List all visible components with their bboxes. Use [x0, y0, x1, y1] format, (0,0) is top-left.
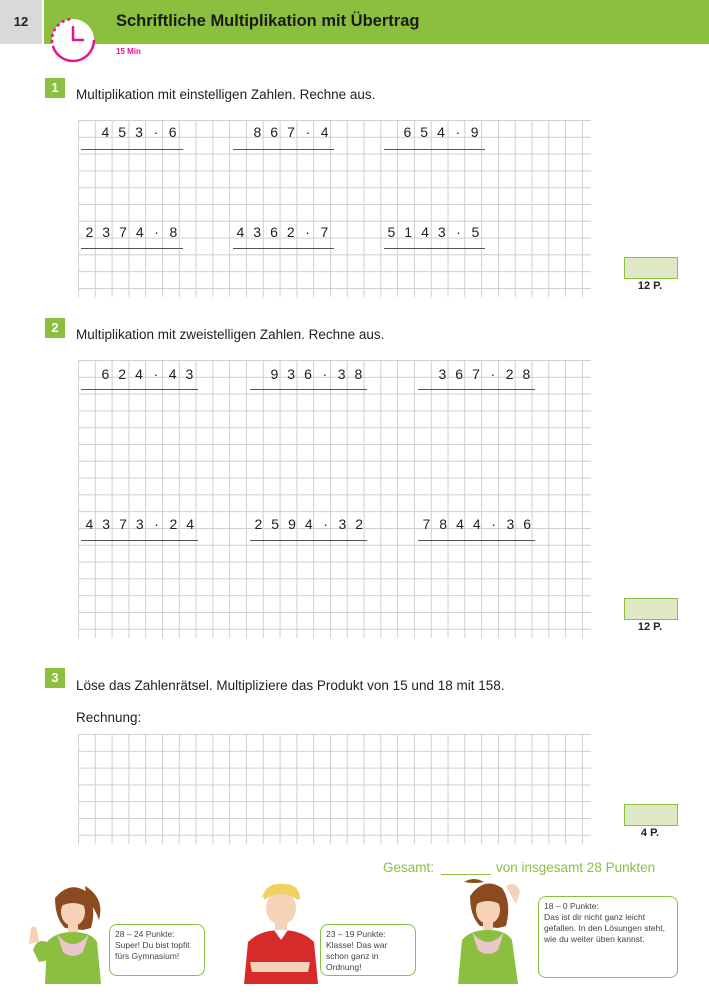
- problem-1e: 4 3 6 2 · 7: [236, 224, 329, 240]
- feedback-bubble-low: [538, 896, 678, 978]
- clock-icon: [49, 16, 97, 64]
- feedback-low-text: Das ist dir nicht ganz leicht gefallen. In den Lösungen steht, wie du weiter üben kannst.: [544, 912, 665, 944]
- task-3-score-box[interactable]: [624, 804, 678, 826]
- feedback-high-range: 28 – 24 Punkte:: [115, 929, 175, 939]
- feedback-bubble-mid: [320, 924, 416, 976]
- problem-1e-underline: [233, 248, 334, 249]
- page-title: Schriftliche Multiplikation mit Übertrag: [116, 12, 420, 30]
- problem-1d-underline: [81, 248, 183, 249]
- task-1-score: 12 P.: [637, 280, 663, 292]
- problem-2a-underline: [81, 389, 198, 390]
- problem-1f-underline: [384, 248, 485, 249]
- problem-2c: 3 6 7 · 2 8: [438, 366, 531, 382]
- problem-1a: 4 5 3 · 6: [101, 124, 177, 140]
- problem-1b: 8 6 7 · 4: [253, 124, 329, 140]
- girl-thumbs-up-illustration: [25, 878, 115, 984]
- feedback-mid-range: 23 – 19 Punkte:: [326, 929, 386, 939]
- task-1-score-box[interactable]: [624, 257, 678, 279]
- feedback-low-range: 18 – 0 Punkte:: [544, 901, 599, 911]
- problem-2b-underline: [250, 389, 367, 390]
- problem-2c-underline: [418, 389, 535, 390]
- feedback-bubble-high: [109, 924, 205, 976]
- task-2-instruction: Multiplikation mit zweistelligen Zahlen. Rechne aus.: [76, 327, 385, 342]
- task-1-instruction: Multiplikation mit einstelligen Zahlen. Rechne aus.: [76, 87, 376, 102]
- problem-1f: 5 1 4 3 · 5: [387, 224, 480, 240]
- task-3-grid[interactable]: [78, 734, 591, 844]
- rechnung-label: Rechnung:: [76, 710, 142, 725]
- feedback-mid-text: Klasse! Das war schon ganz in Ordnung!: [326, 940, 388, 972]
- problem-1d: 2 3 7 4 · 8: [85, 224, 178, 240]
- problem-2d: 4 3 7 3 · 2 4: [85, 516, 195, 532]
- problem-2e-underline: [250, 540, 367, 541]
- girl-thinking-illustration: [440, 874, 534, 984]
- problem-1b-underline: [233, 149, 334, 150]
- problem-1c: 6 5 4 · 9: [403, 124, 479, 140]
- task-1-grid[interactable]: [78, 120, 591, 297]
- time-label: 15 Min: [116, 47, 141, 56]
- problem-2e: 2 5 9 4 · 3 2: [254, 516, 364, 532]
- problem-2d-underline: [81, 540, 198, 541]
- task-number-3: 3: [45, 668, 65, 688]
- boy-illustration: [240, 878, 320, 984]
- task-3-score: 4 P.: [640, 827, 660, 839]
- task-number-1: 1: [45, 78, 65, 98]
- problem-2a: 6 2 4 · 4 3: [101, 366, 194, 382]
- page-number: 12: [13, 14, 29, 29]
- problem-2f-underline: [418, 540, 535, 541]
- total-label: Gesamt:: [383, 860, 435, 875]
- problem-2f: 7 8 4 4 · 3 6: [422, 516, 532, 532]
- feedback-high-text: Super! Du bist topfit fürs Gymnasium!: [115, 940, 190, 961]
- problem-1c-underline: [384, 149, 485, 150]
- total-line: [383, 860, 655, 875]
- task-2-grid[interactable]: [78, 360, 591, 638]
- task-number-2: 2: [45, 318, 65, 338]
- task-2-score-box[interactable]: [624, 598, 678, 620]
- task-3-instruction: Löse das Zahlenrätsel. Multipliziere das Produkt von 15 und 18 mit 158.: [76, 678, 505, 693]
- total-suffix: von insgesamt 28 Punkten: [496, 860, 656, 875]
- problem-1a-underline: [81, 149, 183, 150]
- task-2-score: 12 P.: [637, 621, 663, 633]
- problem-2b: 9 3 6 · 3 8: [270, 366, 363, 382]
